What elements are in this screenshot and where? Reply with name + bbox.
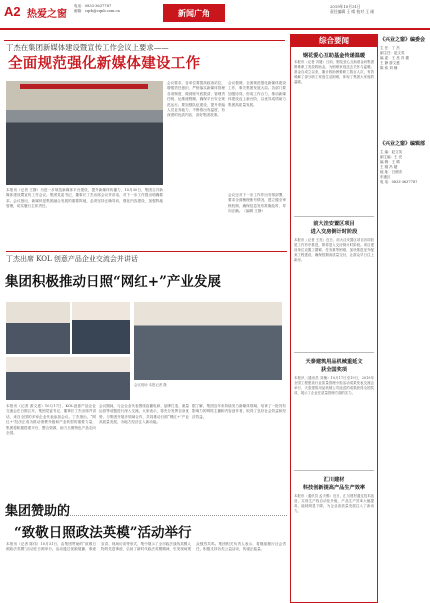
sidebar-divider-1 xyxy=(294,216,374,217)
article2-subtitle: 丁杰出席 KOL 创意产品企业交流会并讲话 xyxy=(6,255,138,263)
sidebar-divider-2 xyxy=(294,352,374,353)
article2-body-col3: 据了解，集团近年来持续发力新媒体领域，培育了一批具有影响力的网络主播和内容创作者，取得了良好社会效益和经济效益。 xyxy=(192,404,286,419)
exchange-photo-1 xyxy=(6,302,70,354)
article1-top-rule xyxy=(4,40,285,41)
section-label: 新闻广角 xyxy=(163,4,225,22)
board-line: 王 静 游文惠 xyxy=(380,61,400,65)
office-line: 副主编：王 亮 xyxy=(380,155,403,159)
office-line: 编 辑：王 晴 xyxy=(380,160,400,164)
article2-photo-caption: 会议现场 本报记者 摄 xyxy=(134,383,167,387)
editorial-board-title: 《兴业之窗》编委会 xyxy=(380,37,426,43)
article3-body: 本报讯（记者 陈伟）10月31日，由集团赞助的“致敬日照政法英模”活动在日照举行。活动通过视频展播、事迹宣讲、现场访谈等形式，集中展示了全市政法战线英模人物的先进事迹，弘扬了新时代政法英模精神，引发现场观众强烈共鸣。集团相关负责人表示，将继续履行社会责任，积极支持各类公益活动，传递正能量。 xyxy=(6,542,286,552)
sidebar-item2-body: 本报讯（记者 王亮）近日，前大洼安置区项目各项收尾工作有序推进，即将进入交房倒计时阶段。项目建设单位克服工期紧、任务重等困难，加快推进室外配套工程建设，确保按期高质量交付，让群众早日住上新房。 xyxy=(294,238,374,262)
sidebar-item2-title-2: 进入交房倒计时阶段 xyxy=(310,229,358,235)
sidebar-item4-title-2: 科技创新提高产品生产效率 xyxy=(302,485,366,491)
article3-headline-line1: 集团赞助的 xyxy=(5,504,71,519)
meeting-photo xyxy=(6,81,163,185)
article1-body-col4: 会议还对下一步工作作出安排部署，要求全面梳理账号情况，建立健全审核机制，确保信息发布准确及时、导向正确。（编辑 王静） xyxy=(228,193,286,214)
exchange-photo-4 xyxy=(6,357,130,400)
article2-body-col2: 会议期间，与会企业代表围绕直播电商、品牌打造、流量运营等话题进行深入交流。大家表示，将充分发挥自身优势，与集团开展多领域合作，共同推动日照“网红+”产业高质量发展，为地方经济注入新动能。 xyxy=(99,404,189,425)
article2-headline: 集团积极推动日照“网红+”产业发展 xyxy=(5,274,221,290)
article1-subtitle: 丁杰在集团新媒体建设暨宣传工作会议上要求—— xyxy=(6,43,169,52)
sidebar-item1-title: 钢花爱心互助基金传递温暖 xyxy=(302,53,366,59)
sidebar-item1-body: 本报讯（记者 冯婕）日前，钢花爱心互助基金向集团困难职工发放救助金，为困难家庭送去关怀与温暖。基金自成立以来，累计救助困难职工数百人次，有效缓解了部分职工家庭生活困难，体现了集团大家庭的温暖。 xyxy=(294,60,374,84)
board-line: 主 任：丁 杰 xyxy=(380,46,400,50)
editor-line: 责任编辑 王 晴 校对 王 刚 xyxy=(330,9,375,15)
article1-body-col1: 本报讯（记者 王静）为进一步规范新媒体平台建设，提升新媒体传播力，10月30日，集团召开新媒体建设暨宣传工作会议。集团党委书记、董事长丁杰出席会议并讲话，对下一步工作提出明确要求。会议指出，新媒体是集团融合发展的重要阵地，必须坚持正确导向，强化内容建设，加强阵地管理，切实履行主体责任。 xyxy=(6,188,163,209)
issue-date-line: 2019年10月31日 xyxy=(330,4,361,9)
meeting-banner-graphic xyxy=(20,84,148,89)
office-line: 电 话：0833-3637787 xyxy=(380,180,418,184)
article3-headline-line2: “致敬日照政法英模”活动举行 xyxy=(14,525,192,541)
article2-body-col1: 本报讯（记者 游文惠）10月17日，KOL创意产品企业交流会在日照召开。集团党委书记、董事长丁杰出席并讲话，来自全国的多家企业代表参加会议。丁杰指出，“网红+”经济正成为推动消费升级和产业转型的重要力量，集团将积极搭建平台，整合资源，助力日照特色产品走向全国。 xyxy=(6,404,96,436)
sidebar-item3-body: 本报讯（通讯员 刘楠）10月17日至19日，2019年全国工程建设行业质量管理小组活动成果发表交流会举行，天泰建筑用品机械公司选送的成果获得全国奖项，展示了企业在质量管理方面的实力。 xyxy=(294,376,374,395)
office-line: 王 刚 冯 婕 xyxy=(380,165,398,169)
office-line: 东港区 xyxy=(380,175,391,179)
sidebar-item3-title-2: 获全国奖项 xyxy=(321,367,347,373)
exchange-photo-2 xyxy=(72,302,130,354)
page-number: A2 xyxy=(4,4,21,19)
article1-body-col3: 会议强调，全面规范强化新媒体建设工作，事关集团发展大局。各部门要加强协同，形成工作合力，推动新媒体建设迈上新台阶，以优异成绩助力集团高质量发展。 xyxy=(228,81,286,107)
office-line: 地 址：日照市 xyxy=(380,170,403,174)
exchange-photo-3 xyxy=(134,302,282,380)
article1-body-col2: 会议要求，各单位要提高政治站位，增强责任意识，严格落实新媒体管理各项制度，做到账号底数清、管理责任明、运维流程顺，确保平台安全规范运行。要加强队伍建设，提升采编人员业务能力，不断推出有温度、有深度的优质内容，讲好集团故事。 xyxy=(167,81,225,118)
sidebar-item4-body: 本报讯（通讯员 孟天赐）近日，汇川建材通过技术改造，实现生产线自动化升级，产品生产效率大幅提高，能耗明显下降，为企业高质量发展注入了新动力。 xyxy=(294,494,374,513)
board-line: 副主任：赵文英 xyxy=(380,51,405,55)
board-line: 陈 伟 刘 楠 xyxy=(380,66,398,70)
editorial-office-list xyxy=(380,150,428,185)
office-line: 主 编：赵文英 xyxy=(380,150,403,154)
contact-phone: 电话：0833-3637787 xyxy=(74,4,112,8)
board-line: 编 委：王 亮 冯 婕 xyxy=(380,56,409,60)
issue-date xyxy=(330,4,426,14)
sidebar-divider-3 xyxy=(294,470,374,471)
sidebar-item3-title-1: 天泰建筑用品机械重延文 xyxy=(305,359,363,365)
sidebar-item2-title-1: 前大洼安置区项目 xyxy=(313,221,355,227)
article2-top-rule xyxy=(6,251,287,252)
editorial-board-list xyxy=(380,46,428,71)
sidebar-item4-title-1: 汇川建材 xyxy=(323,477,345,483)
contact-info xyxy=(74,4,144,14)
sidebar-header: 综合要闻 xyxy=(291,35,377,47)
contact-email: 邮箱：cqrb@cqnb.com.cn xyxy=(74,9,120,13)
article1-headline: 全面规范强化新媒体建设工作 xyxy=(8,55,201,72)
editorial-office-title: 《兴业之窗》编辑部 xyxy=(380,141,426,147)
newspaper-brand: 热爱之窗 xyxy=(27,9,67,20)
